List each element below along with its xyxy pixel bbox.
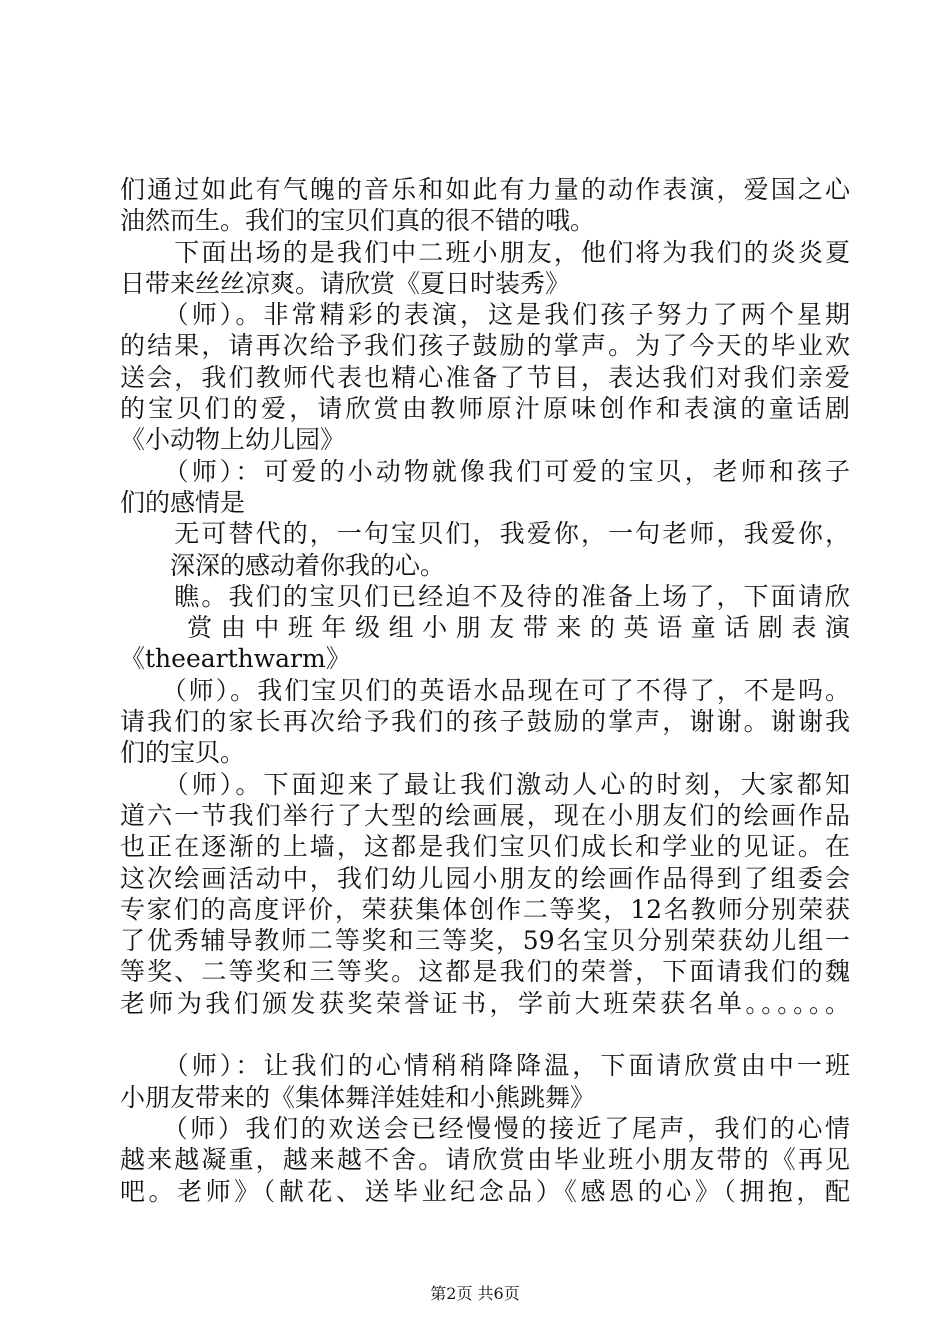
text-line: （师）：让我们的心情稍稍降降温，下面请欣赏由中一班	[120, 1051, 850, 1081]
text-line: 的结果，请再次给予我们孩子鼓励的掌声。为了今天的毕业欢	[120, 331, 850, 361]
text-line: 深深的感动着你我的心。	[120, 550, 446, 580]
text-line: 日带来丝丝凉爽。请欣赏《夏日时装秀》	[120, 268, 571, 298]
text-line: 《theearthwarm》	[120, 644, 351, 674]
text-line: （师）。下面迎来了最让我们激动人心的时刻，大家都知	[120, 769, 850, 799]
text-line: （师）。我们宝贝们的英语水品现在可了不得了，不是吗。	[120, 675, 850, 705]
text-line: 赏由中班年级组小朋友带来的英语童话剧表演	[120, 613, 850, 643]
text-line: 们通过如此有气魄的音乐和如此有力量的动作表演，爱国之心	[120, 175, 850, 204]
text-line: 越来越凝重，越来越不舍。请欣赏由毕业班小朋友带的《再见	[120, 1145, 850, 1175]
text-line: （师）我们的欢送会已经慢慢的接近了尾声，我们的心情	[120, 1113, 850, 1143]
text-line: 小朋友带来的《集体舞洋娃娃和小熊跳舞》	[120, 1082, 596, 1112]
blank-line	[120, 1019, 850, 1050]
text-line: （师）。非常精彩的表演，这是我们孩子努力了两个星期	[120, 300, 850, 330]
document-body	[120, 174, 850, 1207]
text-line: 这次绘画活动中，我们幼儿园小朋友的绘画作品得到了组委会	[120, 863, 850, 893]
text-line: 等奖、二等奖和三等奖。这都是我们的荣誉，下面请我们的魏	[120, 957, 850, 987]
text-line: 老师为我们颁发获奖荣誉证书，学前大班荣获名单。。。。。。	[120, 988, 850, 1018]
text-line: 们的感情是	[120, 487, 246, 517]
text-line: 吧。老师》（献花、送毕业纪念品）《感恩的心》（拥抱，配	[120, 1176, 850, 1206]
text-line: 无可替代的，一句宝贝们，我爱你，一句老师，我爱你，	[120, 519, 850, 549]
text-line: （师）：可爱的小动物就像我们可爱的宝贝，老师和孩子	[120, 456, 850, 486]
text-line: 的宝贝们的爱，请欣赏由教师原汁原味创作和表演的童话剧	[120, 394, 850, 424]
page-number-footer: 第2页 共6页	[430, 1284, 520, 1303]
text-line: 《小动物上幼儿园》	[120, 425, 346, 455]
text-line: 瞧。我们的宝贝们已经迫不及待的准备上场了，下面请欣	[120, 581, 850, 611]
text-line: 送会，我们教师代表也精心准备了节目，表达我们对我们亲爱	[120, 362, 850, 392]
text-line: 们的宝贝。	[120, 738, 246, 768]
text-line: 专家们的高度评价，荣获集体创作二等奖，12名教师分别荣获	[120, 894, 850, 924]
text-line: 下面出场的是我们中二班小朋友，他们将为我们的炎炎夏	[120, 237, 850, 267]
text-line: 道六一节我们举行了大型的绘画展，现在小朋友们的绘画作品	[120, 800, 850, 830]
text-line: 了优秀辅导教师二等奖和三等奖，59名宝贝分别荣获幼儿组一	[120, 926, 850, 956]
text-line: 油然而生。我们的宝贝们真的很不错的哦。	[120, 206, 596, 236]
text-line: 请我们的家长再次给予我们的孩子鼓励的掌声，谢谢。谢谢我	[120, 707, 850, 737]
text-line: 也正在逐渐的上墙，这都是我们宝贝们成长和学业的见证。在	[120, 832, 850, 862]
